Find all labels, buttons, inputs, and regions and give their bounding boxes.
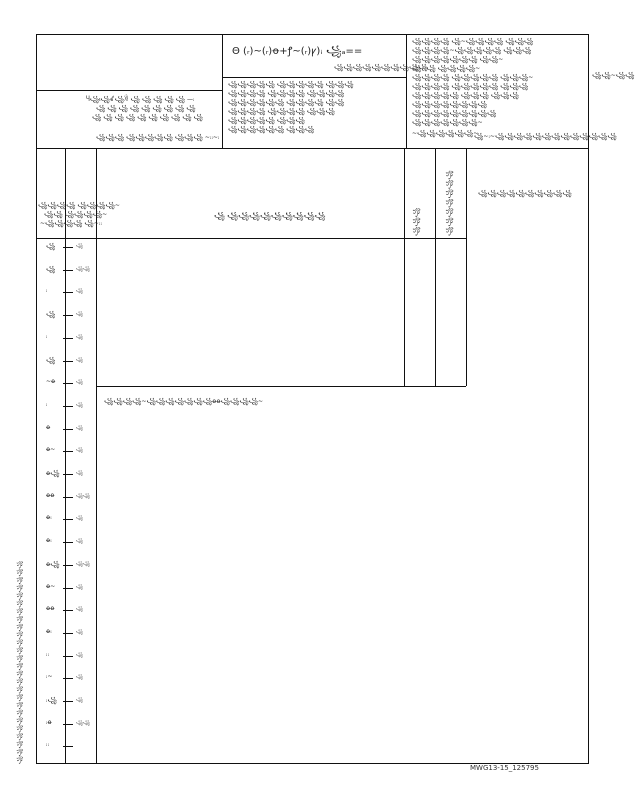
body-note: ꧁꧁꧁꧁~꧁꧁꧁꧁꧁꧁꧁ꝋꝋ꧁꧁꧁꧁~: [104, 398, 264, 405]
remarks-header: ꧁꧁꧁꧁꧁꧁꧁꧁꧁꧁: [478, 190, 572, 197]
depth-number: ꜟꝋ: [46, 718, 52, 726]
depth-scale-row: [36, 333, 96, 345]
header-right-item-5: ꧁꧁꧁꧁ ꧁꧁꧁꧁꧁ ꧁꧁꧁~: [412, 74, 534, 81]
depth-scale-row: [36, 537, 96, 549]
depth-number: ꝋꜟ: [46, 514, 52, 522]
depth-number: ꜟ~: [46, 673, 53, 681]
depth-sublabel: ꧁: [76, 471, 84, 476]
header-left-line-1: Ⴗ꧁ⲓ꧁ꑱ꧁ꑞ ꧁ ꧁ ꧁ ꧁ ꧁ —ꜟ: [86, 96, 195, 103]
depth-scale-row: [36, 469, 96, 481]
depth-header-line-1: ꧁꧁꧁꧁ ꧁꧁꧁꧁~: [38, 202, 120, 209]
header-bottom-rule: [36, 148, 589, 149]
depth-sublabel: ꧁: [76, 448, 84, 454]
depth-sublabel: ꧁꧁: [76, 493, 91, 499]
depth-sublabel: ꧁: [76, 607, 84, 613]
depth-sublabel: ꧁꧁: [76, 720, 91, 726]
depth-number: ꝋ~: [46, 582, 56, 590]
depth-scale-row: [36, 242, 96, 254]
depth-number: ꝋ~: [46, 446, 56, 454]
header-right-item-4: ꧁~꧁ ꧁꧁꧁꧁~: [412, 65, 481, 72]
depth-tick: [63, 497, 73, 498]
depth-scale-row: [36, 378, 96, 390]
depth-number: ꧁: [46, 243, 56, 250]
depth-tick: [63, 315, 73, 316]
header-center-subtitle: ꧁꧁꧁꧁꧁꧁꧁꧁꧁꧁: [334, 64, 428, 71]
depth-scale-row: [36, 628, 96, 640]
header-left-line-3: ꧁ ꧁ ꧁ ꧁ ꧁ ꧁ ꧁ ꧁ ꧁ ꧁: [92, 114, 203, 121]
header-vline-1: [222, 34, 223, 148]
depth-number: ꜟ: [46, 332, 48, 340]
description-header: ꧁ ꧁꧁꧁꧁꧁꧁꧁꧁꧁: [214, 212, 326, 220]
depth-sublabel: ꧁: [76, 516, 84, 522]
depth-tick: [63, 678, 73, 679]
col-a-header: ꧁꧁꧁: [413, 207, 420, 236]
depth-scale-row: [36, 492, 96, 504]
header-center-item-3: ꧁꧁꧁꧁꧁꧁ ꧁꧁꧁꧁ ꧁꧁: [228, 99, 345, 106]
header-right-item-10: ꧁꧁꧁꧁꧁꧁꧁~: [412, 119, 483, 126]
header-center-item-2: ꧁꧁꧁꧁ ꧁꧁꧁꧁ ꧁꧁꧁꧁: [228, 90, 345, 97]
depth-tick: [63, 565, 73, 566]
depth-sublabel: ꧁: [76, 675, 84, 681]
header-center-item-1: ꧁꧁꧁꧁꧁ ꧁꧁꧁꧁꧁ ꧁꧁꧁: [228, 81, 354, 88]
depth-scale-row: [36, 696, 96, 708]
lower-section-top: [96, 386, 466, 387]
header-center-item-5: ꧁꧁꧁꧁꧁ ꧁꧁꧁: [228, 117, 305, 124]
depth-number: ꝋ꧁: [46, 470, 60, 477]
depth-sublabel: ꧁: [76, 584, 84, 590]
depth-number: ꧁: [46, 265, 56, 273]
depth-tick: [63, 270, 73, 271]
depth-scale-row: [36, 446, 96, 458]
depth-number: ꜟ: [46, 287, 48, 295]
depth-sublabel: ꧁: [76, 652, 84, 658]
depth-tick: [63, 519, 73, 520]
header-right-item-6: ꧁꧁꧁꧁ ꧁꧁꧁꧁꧁ ꧁꧁꧁: [412, 83, 529, 90]
depth-scale-row: [36, 560, 96, 572]
depth-number: ꝋ꧁: [46, 560, 60, 568]
depth-number: ꝋꝋ: [46, 605, 55, 613]
depth-sublabel: ꧁꧁: [76, 561, 91, 567]
depth-tick: [63, 406, 73, 407]
depth-sublabel: ꧁: [76, 312, 84, 318]
depth-sublabel: ꧁: [76, 425, 84, 431]
depth-scale-row: [36, 356, 96, 368]
col-b-left: [435, 148, 436, 386]
depth-scale-row: [36, 719, 96, 731]
header-right-item-3: ꧁꧁꧁꧁꧁꧁꧁ ꧁꧁~: [412, 56, 504, 63]
depth-number: ꧁: [46, 311, 56, 319]
depth-scale-row: [36, 514, 96, 526]
depth-tick: [63, 588, 73, 589]
header-right-item-1: ꧁꧁꧁꧁ ꧁~꧁꧁꧁꧁ ꧁꧁꧁: [412, 38, 534, 45]
header-right-item-2: ꧁꧁꧁꧁~꧁꧁꧁꧁꧁ ꧁꧁꧁: [412, 47, 532, 54]
depth-sublabel: ꧁: [76, 539, 84, 545]
depth-sublabel: ꧁꧁: [76, 266, 91, 272]
depth-header-line-3: ~꧁꧁꧁꧁ ꧁~ꜟꜟ: [40, 220, 102, 227]
header-vline-2: [406, 34, 407, 148]
header-center-item-4: ꧁꧁꧁꧁ ꧁꧁꧁꧁ ꧁꧁꧁: [228, 108, 335, 115]
header-divider-center: [222, 77, 406, 78]
depth-tick: [63, 724, 73, 725]
depth-tick: [63, 610, 73, 611]
depth-number: ꜟꜟ: [46, 741, 50, 749]
depth-scale-row: [36, 651, 96, 663]
depth-tick: [63, 361, 73, 362]
depth-tick: [63, 247, 73, 248]
depth-number: ꝋꜟ: [46, 537, 52, 545]
column-header-bottom: [36, 238, 466, 239]
depth-number: ꝋꝋ: [46, 491, 55, 499]
header-left-footer: ꧁꧁꧁ ꧁꧁꧁꧁꧁ ꧁꧁꧁ ~ꜟꜟ~ꜟ: [96, 134, 220, 141]
depth-sublabel: ꧁: [76, 244, 84, 249]
depth-sublabel: ꧁: [76, 334, 84, 340]
header-left-line-2: ꧁ ꧁ ꧁ ꧁ ꧁ ꧁ ꧁ ꧁ ꧁: [96, 105, 196, 112]
depth-scale-row: [36, 605, 96, 617]
depth-sublabel: ꧁: [76, 402, 84, 408]
depth-number: ꜟ: [46, 400, 48, 408]
header-right-item-8: ꧁꧁꧁꧁꧁꧁꧁꧁: [412, 101, 487, 108]
depth-scale-row: [36, 673, 96, 685]
depth-number: ꝋꜟ: [46, 627, 52, 635]
header-right-item-9: ꧁꧁꧁꧁꧁꧁꧁꧁꧁: [412, 110, 497, 117]
depth-scale-row: [36, 741, 96, 753]
depth-sublabel: ꧁: [76, 357, 84, 363]
depth-tick: [63, 383, 73, 384]
depth-number: ꝋ: [46, 423, 51, 431]
depth-sublabel: ꧁: [76, 289, 84, 295]
depth-scale-row: [36, 583, 96, 595]
depth-tick: [63, 429, 73, 430]
depth-tick: [63, 474, 73, 475]
depth-number: ~ꝋ: [46, 378, 56, 386]
col-a-left: [404, 148, 405, 386]
header-right-item-11: ~꧁꧁꧁꧁꧁꧁~: [412, 130, 479, 137]
depth-tick: [63, 338, 73, 339]
depth-tick: [63, 451, 73, 452]
depth-tick: [63, 701, 73, 702]
header-right-margin-top: ꧁꧁~꧁꧁: [592, 72, 635, 79]
depth-tick: [63, 633, 73, 634]
header-right-margin-mid: ꧁~ꜟ~꧁꧁꧁꧁꧁꧁꧁꧁꧁꧁꧁꧁꧁: [474, 133, 617, 140]
header-center-item-6: ꧁꧁꧁꧁꧁꧁ ꧁꧁꧁: [228, 126, 315, 133]
depth-scale-row: [36, 287, 96, 299]
depth-scale-row: [36, 265, 96, 277]
depth-tick: [63, 292, 73, 293]
depth-sublabel: ꧁: [76, 629, 84, 635]
header-center-title: Θ (ᵣ)~(ᵣ)ꝋ+ꝭ~(ᵣ)ꝩ)ꜟ ꧁ₐ==: [232, 46, 363, 57]
depth-sublabel: ꧁: [76, 380, 84, 386]
depth-number: ꜟꜟ: [46, 650, 50, 658]
footer-id: MWG13-15_125795: [470, 764, 539, 772]
col-b-right: [466, 148, 467, 386]
depth-number: ꜟ꧁: [46, 697, 57, 704]
header-right-item-7: ꧁꧁꧁꧁꧁ ꧁꧁꧁ ꧁꧁꧁: [412, 92, 519, 99]
depth-scale-row: [36, 424, 96, 436]
depth-tick: [63, 656, 73, 657]
side-text: ꧁꧁꧁꧁꧁꧁꧁꧁꧁꧁꧁꧁꧁꧁꧁꧁꧁꧁꧁꧁꧁꧁꧁꧁꧁꧁: [17, 560, 23, 764]
depth-scale-row: [36, 401, 96, 413]
col-scale-right: [96, 148, 97, 764]
depth-scale-row: [36, 310, 96, 322]
col-b-header: ꧁꧁꧁꧁꧁꧁꧁: [446, 170, 453, 236]
depth-tick: [63, 542, 73, 543]
header-divider-left: [36, 90, 222, 91]
depth-tick: [63, 746, 73, 747]
depth-number: ꧁: [46, 356, 56, 364]
depth-header-line-2: ꧁꧁ ꧁꧁꧁꧁~: [44, 211, 108, 218]
depth-sublabel: ꧁: [76, 698, 84, 703]
